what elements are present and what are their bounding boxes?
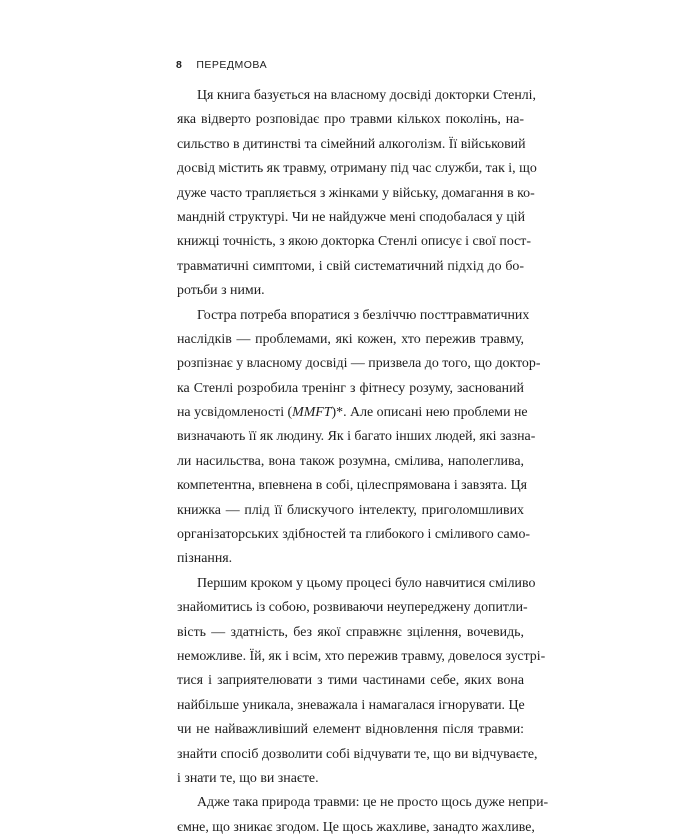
text-line: тися і заприятелювати з тими частинами себе, яких вона — [177, 673, 524, 689]
text-line: на усвідомленості (MMFT)*. Але описані нею проблеми не — [177, 405, 528, 421]
text-line: вість — здатність, без якої справжнє зцілення, вочевидь, — [177, 624, 524, 640]
text-line: організаторських здібностей та глибокого і сміливого само- — [177, 527, 531, 543]
text-line: яка відверто розповідає про травми кількох поколінь, на- — [177, 112, 524, 128]
page-number: 8 — [176, 59, 183, 71]
text-line: знайомитись із собою, розвиваючи неупереджену допитли- — [177, 600, 528, 616]
text-line: знайти спосіб дозволити собі відчувати те, що ви відчуваєте, — [177, 746, 538, 762]
text-line: ли насильства, вона також розумна, смілива, наполеглива, — [177, 453, 524, 469]
text-line: сильство в дитинстві та сімейний алкоголізм. Її військовий — [177, 136, 526, 152]
paragraph — [177, 572, 546, 792]
text-line: мандній структурі. Чи не найдужче мені сподобалася у цій — [177, 209, 526, 225]
section-title: ПЕРЕДМОВА — [196, 59, 268, 71]
text-line: Першим кроком у цьому процесі було навчитися сміливо — [197, 575, 536, 591]
text-line: книжка — плід її блискучого інтелекту, приголомшливих — [177, 502, 524, 518]
text-line: Ця книга базується на власному досвіді докторки Стенлі, — [197, 88, 537, 103]
running-header — [176, 59, 267, 71]
text-line: Гостра потреба впоратися з безліччю посттравматичних — [197, 307, 530, 323]
paragraph — [177, 791, 549, 840]
text-line: досвід містить як травму, отриману під час служби, так і, що — [177, 161, 537, 177]
text-line: травматичні симптоми, і свій систематичний підхід до бо- — [177, 258, 524, 274]
paragraph — [177, 304, 541, 572]
text-line: найбільше уникала, зневажала і намагалася ігнорувати. Це — [177, 697, 525, 713]
text-line: компетентна, впевнена в собі, цілеспрямована і завзята. Ця — [177, 478, 528, 494]
text-line: і знати те, що ви знаєте. — [177, 770, 319, 786]
paragraph — [177, 84, 537, 304]
text-line: пізнання. — [177, 551, 233, 567]
body-text — [177, 84, 549, 840]
text-line: розпізнає у власному досвіді — призвела до того, що доктор- — [177, 356, 541, 372]
text-line: наслідків — проблемами, які кожен, хто пережив травму, — [177, 331, 524, 347]
text-line: ка Стенлі розробила тренінг з фітнесу розуму, заснований — [177, 380, 524, 396]
text-line: книжці точність, з якою докторка Стенлі описує і свої пост- — [177, 234, 531, 250]
text-line: ємне, що зникає згодом. Це щось жахливе, занадто жахливе, — [177, 819, 535, 835]
text-line: неможливе. Їй, як і всім, хто пережив травму, довелося зустрі- — [177, 648, 546, 664]
text-line: визначають її як людину. Як і багато інших людей, які зазна- — [177, 429, 536, 445]
text-line: Адже така природа травми: це не просто щось дуже непри- — [197, 795, 549, 811]
text-line: дуже часто трапляється з жінками у війську, домагання в ко- — [177, 185, 535, 201]
text-line: ротьби з ними. — [177, 283, 265, 299]
text-line: чи не найважливіший елемент відновлення після травми: — [177, 722, 524, 738]
